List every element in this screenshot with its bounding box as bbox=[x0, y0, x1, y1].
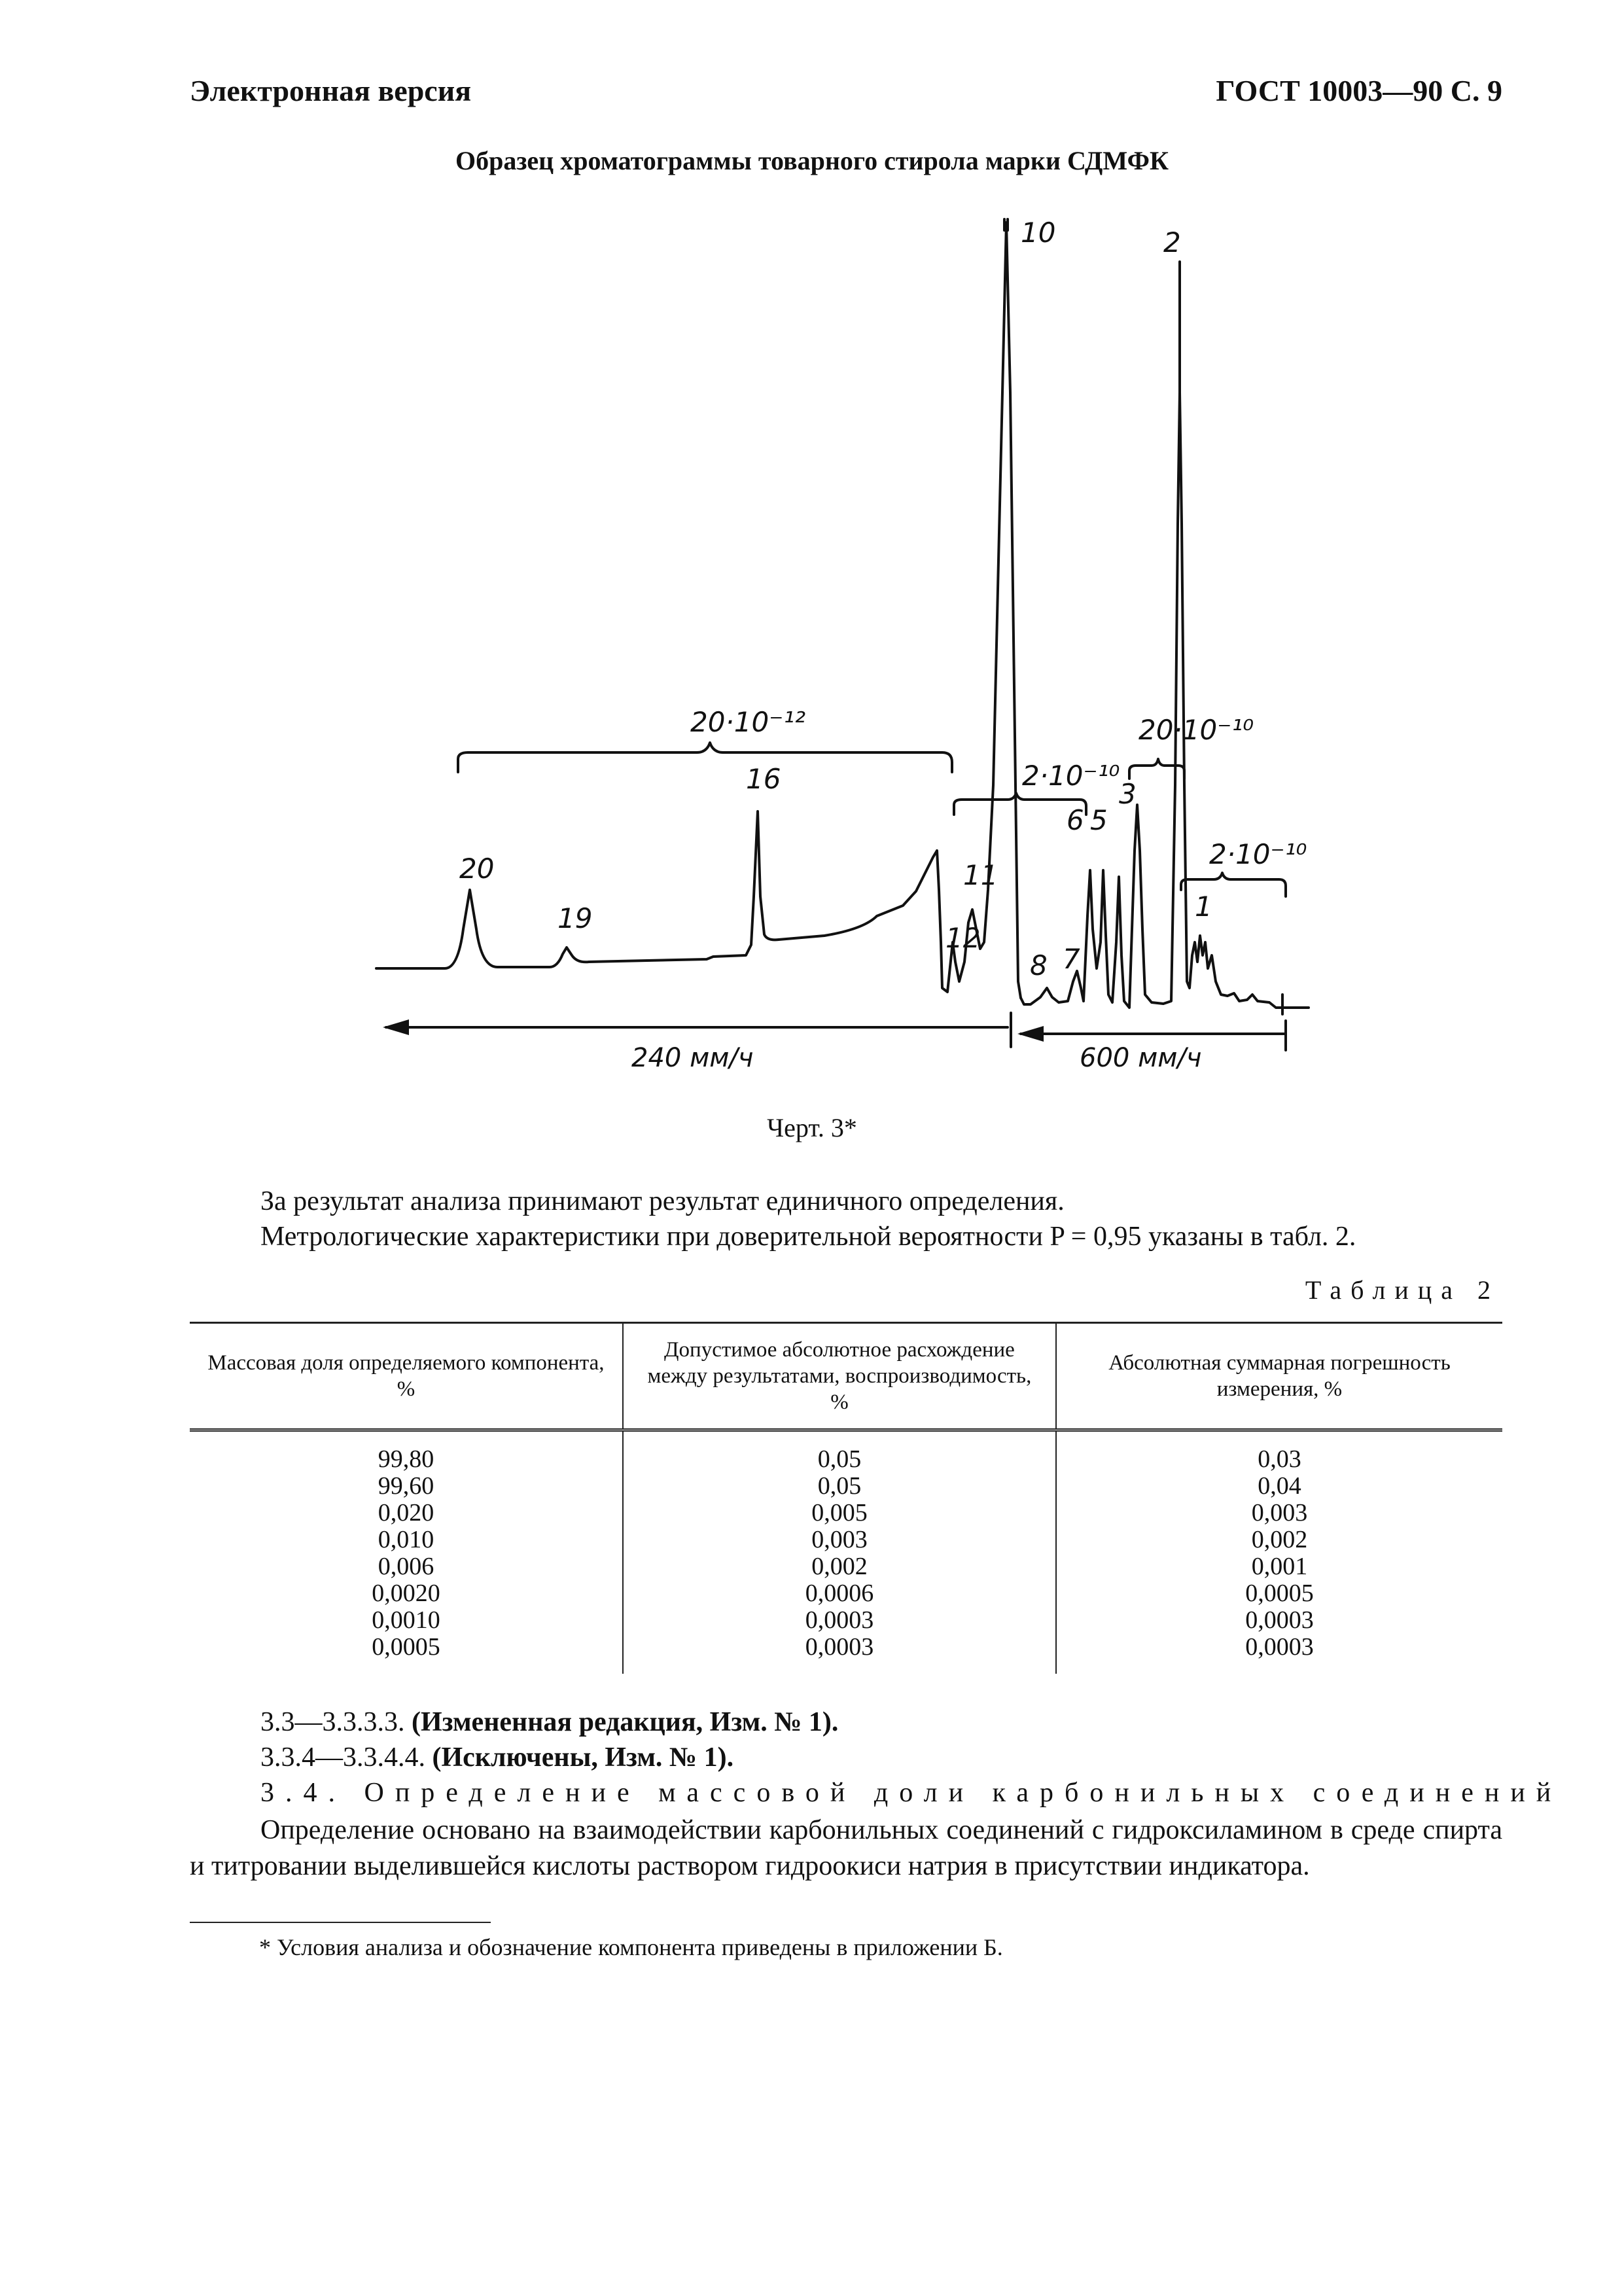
figure-title: Образец хроматограммы товарного стирола марки СДМФК bbox=[455, 146, 1169, 175]
peak-label-19: 19 bbox=[557, 902, 593, 934]
column-header-mass-fraction: Массовая доля определяемого компонента, % bbox=[190, 1323, 623, 1430]
header-left: Электронная версия bbox=[190, 74, 472, 107]
table-cell: 0,006 bbox=[378, 1553, 434, 1580]
peak-label-20: 20 bbox=[459, 853, 495, 885]
table-label: Таблица 2 bbox=[1305, 1275, 1500, 1305]
column-header-reproducibility: Допустимое абсолютное расхождение между результатами, воспроизводимость, % bbox=[623, 1323, 1056, 1430]
peak-label-1: 1 bbox=[1195, 891, 1212, 923]
table-cell: 0,0010 bbox=[372, 1606, 440, 1634]
peak-label-7: 7 bbox=[1063, 943, 1080, 975]
column-mass-fraction bbox=[190, 1430, 623, 1674]
arrow-left bbox=[383, 1019, 409, 1035]
table-cell: 0,05 bbox=[817, 1472, 862, 1500]
arrow-right bbox=[1017, 1026, 1044, 1042]
section-3-4-text: Определение основано на взаимодействии карбонильных соединений с гидроксиламином в среде спирта и титровании выделившейся кислоты раствором гидроокиси натрия в присутствии индикатора. bbox=[190, 1815, 1502, 1881]
speed-label-600: 600 мм/ч bbox=[1080, 1043, 1202, 1073]
figure-caption: Черт. 3* bbox=[767, 1113, 857, 1142]
section-3-3 bbox=[260, 1706, 838, 1738]
table-cell: 0,0003 bbox=[1245, 1633, 1314, 1661]
table-cell: 0,003 bbox=[1251, 1499, 1308, 1527]
table-cell: 0,0003 bbox=[805, 1633, 874, 1661]
header-right: ГОСТ 10003—90 С. 9 bbox=[1216, 74, 1502, 107]
table-cell: 99,60 bbox=[378, 1472, 434, 1500]
sensitivity-label-4: 2·10⁻¹⁰ bbox=[1209, 838, 1307, 870]
peak-label-11: 11 bbox=[963, 859, 998, 891]
table-2 bbox=[190, 1322, 1502, 1674]
section-note: (Исключены, Изм. № 1). bbox=[432, 1742, 734, 1773]
table-cell: 0,04 bbox=[1258, 1472, 1301, 1500]
sensitivity-label-3: 20·10⁻¹⁰ bbox=[1139, 714, 1254, 746]
table-cell: 0,0006 bbox=[805, 1580, 874, 1607]
peak-label-5: 5 bbox=[1090, 804, 1108, 836]
table-cell: 99,80 bbox=[378, 1445, 434, 1473]
table-cell: 0,002 bbox=[811, 1553, 868, 1580]
section-3-3-4 bbox=[260, 1742, 733, 1773]
section-3-4-heading: 3.4. Определение массовой доли карбонильных соединений bbox=[260, 1778, 1562, 1808]
column-reproducibility bbox=[623, 1430, 1056, 1674]
table-cell: 0,03 bbox=[1258, 1445, 1301, 1473]
sensitivity-label-2: 2·10⁻¹⁰ bbox=[1022, 760, 1120, 792]
table-cell: 0,002 bbox=[1251, 1526, 1308, 1553]
sensitivity-label-1: 20·10⁻¹² bbox=[690, 706, 806, 738]
footnote: * Условия анализа и обозначение компонента приведены в приложении Б. bbox=[259, 1934, 1003, 1960]
section-number: 3.3—3.3.3.3. bbox=[260, 1707, 405, 1737]
peak-label-3: 3 bbox=[1119, 778, 1137, 810]
table-body-row bbox=[190, 1430, 1502, 1674]
paragraph-result: За результат анализа принимают результат единичного определения. bbox=[260, 1186, 1065, 1216]
peak-label-8: 8 bbox=[1030, 949, 1048, 981]
table-cell: 0,020 bbox=[378, 1499, 434, 1527]
table-header-row bbox=[190, 1323, 1502, 1430]
peak-label-16: 16 bbox=[746, 763, 781, 795]
paragraph-metrology: Метрологические характеристики при доверительной вероятности P = 0,95 указаны в табл. 2. bbox=[260, 1222, 1356, 1252]
brace-20e-12 bbox=[458, 743, 952, 772]
peak-label-2: 2 bbox=[1163, 226, 1181, 258]
peak-label-10: 10 bbox=[1021, 217, 1056, 249]
table-cell: 0,001 bbox=[1251, 1553, 1308, 1580]
table-cell: 0,0005 bbox=[1245, 1580, 1314, 1607]
chromatogram bbox=[0, 0, 1624, 1112]
table-cell: 0,0020 bbox=[372, 1580, 440, 1607]
table-cell: 0,003 bbox=[811, 1526, 868, 1553]
peak-label-6: 6 bbox=[1067, 804, 1084, 836]
footnote-divider bbox=[190, 1922, 491, 1923]
table-cell: 0,010 bbox=[378, 1526, 434, 1553]
table-cell: 0,0005 bbox=[372, 1633, 440, 1661]
column-header-error: Абсолютная суммарная погрешность измерения, % bbox=[1056, 1323, 1502, 1430]
section-number: 3.3.4—3.3.4.4. bbox=[260, 1742, 425, 1773]
table-cell: 0,0003 bbox=[805, 1606, 874, 1634]
column-error bbox=[1056, 1430, 1502, 1674]
table-cell: 0,0003 bbox=[1245, 1606, 1314, 1634]
speed-label-240: 240 мм/ч bbox=[631, 1043, 754, 1073]
table-cell: 0,05 bbox=[817, 1445, 862, 1473]
peak-label-12: 12 bbox=[945, 922, 981, 954]
table-cell: 0,005 bbox=[811, 1499, 868, 1527]
trace-right bbox=[1021, 393, 1282, 1008]
section-note: (Измененная редакция, Изм. № 1). bbox=[412, 1707, 839, 1737]
